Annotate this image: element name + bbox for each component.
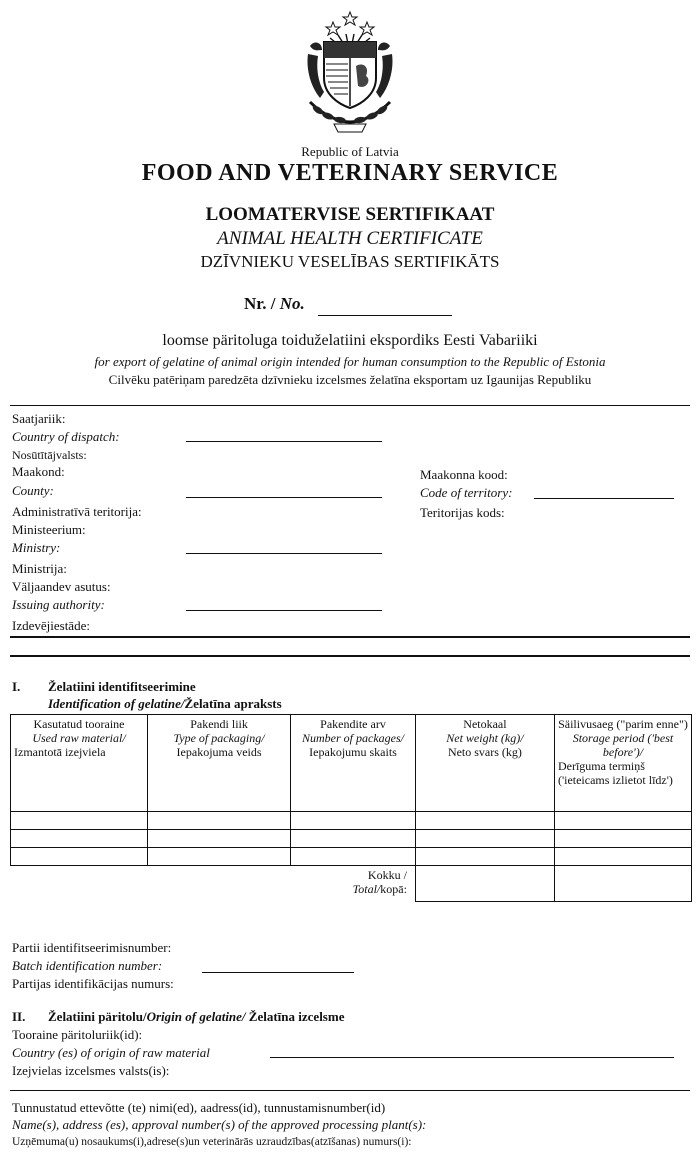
title-et: LOOMATERVISE SERTIFIKAAT: [205, 204, 495, 225]
batch-number-et: Partii identifitseerimisnumber:: [12, 940, 172, 955]
country-name: Republic of Latvia: [301, 144, 399, 159]
divider: [10, 405, 690, 406]
plant-et: Tunnustatud ettevõtte (te) nimi(ed), aadress(id), tunnustamisnumber(id): [12, 1100, 386, 1115]
section-2-title: Želatiini päritolu/Origin of gelatine/ Želatīna izcelsme: [48, 1009, 345, 1024]
batch-number-lv: Partijas identifikācijas numurs:: [12, 976, 174, 991]
code-territory-field[interactable]: [534, 498, 674, 499]
purpose-et: loomse päritoluga toiduželatiini ekspordiks Eesti Vabariiki: [162, 332, 538, 349]
certificate-number-label: Nr. / No.: [244, 294, 305, 313]
column-header-raw-material: Kasutatud tooraine Used raw material/ Izmantotā izejviela: [11, 715, 148, 812]
issuing-authority-lv: Izdevējiestāde:: [12, 618, 90, 633]
gelatine-identification-table: [10, 714, 692, 902]
ministry-field[interactable]: [186, 553, 382, 554]
total-label: Kokku / Total/kopā:: [352, 868, 407, 896]
title-lv: DZĪVNIEKU VESELĪBAS SERTIFIKĀTS: [200, 252, 500, 271]
county-field[interactable]: [186, 497, 382, 498]
origin-country-en: Country (es) of origin of raw material: [12, 1045, 210, 1060]
county-en: County:: [12, 483, 54, 498]
total-row: [11, 866, 692, 902]
column-header-packages: Pakendite arv Number of packages/ Iepakojumu skaits: [291, 715, 416, 812]
origin-country-field[interactable]: [270, 1057, 674, 1058]
ministry-et: Ministeerium:: [12, 522, 86, 537]
batch-number-en: Batch identification number:: [12, 958, 163, 973]
code-territory-en: Code of territory:: [420, 485, 513, 500]
purpose-en: for export of gelatine of animal origin intended for human consumption to the Republic of Estonia: [94, 354, 606, 369]
column-header-storage: Säilivusaeg ("parim enne") Storage period ('best before')/ Derīguma termiņš ('ieteicams izlietot līdz'): [554, 715, 691, 812]
issuing-authority-en: Issuing authority:: [12, 597, 105, 612]
origin-country-et: Tooraine päritoluriik(id):: [12, 1027, 143, 1042]
section-1-title-et: Želatiini identifitseerimine: [48, 679, 196, 694]
origin-country-lv: Izejvielas izcelsmes valsts(is):: [12, 1063, 170, 1078]
country-dispatch-lv: Nosūtītājvalsts:: [12, 448, 87, 462]
batch-number-field[interactable]: [202, 972, 354, 973]
county-lv: Administratīvā teritorija:: [12, 504, 142, 519]
divider: [10, 636, 690, 638]
total-storage-cell[interactable]: [554, 866, 691, 902]
table-row: [11, 848, 692, 866]
country-dispatch-et: Saatjariik:: [12, 411, 66, 426]
total-net-weight-cell[interactable]: [415, 866, 554, 902]
issuing-authority-et: Väljaandev asutus:: [12, 579, 111, 594]
purpose-lv: Cilvēku patēriņam paredzēta dzīvnieku izcelsmes želatīna eksportam uz Igaunijas Republiku: [108, 372, 592, 387]
county-et: Maakond:: [12, 464, 65, 479]
ministry-en: Ministry:: [12, 540, 61, 555]
column-header-packaging: Pakendi liik Type of packaging/ Iepakojuma veids: [148, 715, 291, 812]
code-territory-et: Maakonna kood:: [420, 467, 508, 482]
country-dispatch-field[interactable]: [186, 441, 382, 442]
country-dispatch-en: Country of dispatch:: [12, 429, 120, 444]
issuing-authority-field[interactable]: [186, 610, 382, 611]
section-2-number: II.: [12, 1009, 26, 1024]
coat-of-arms-emblem: [300, 6, 400, 134]
certificate-number-field[interactable]: [318, 315, 452, 316]
table-row: [11, 830, 692, 848]
table-header-row: [11, 715, 692, 812]
section-1-number: I.: [12, 679, 21, 694]
plant-lv: Uzņēmuma(u) nosaukums(i),adrese(s)un veterinārās uzraudzības(atzīšanas) numurs(i):: [12, 1136, 412, 1148]
plant-en: Name(s), address (es), approval number(s) of the approved processing plant(s):: [12, 1117, 427, 1132]
divider: [10, 655, 690, 657]
title-en: ANIMAL HEALTH CERTIFICATE: [217, 228, 483, 249]
column-header-net-weight: Netokaal Net weight (kg)/ Neto svars (kg): [415, 715, 554, 812]
section-1-title: Identification of gelatine/Želatīna apraksts: [48, 696, 282, 711]
divider: [10, 1090, 690, 1091]
code-territory-lv: Teritorijas kods:: [420, 505, 505, 520]
ministry-lv: Ministrija:: [12, 561, 67, 576]
table-row: [11, 812, 692, 830]
service-title: FOOD AND VETERINARY SERVICE: [141, 160, 559, 186]
